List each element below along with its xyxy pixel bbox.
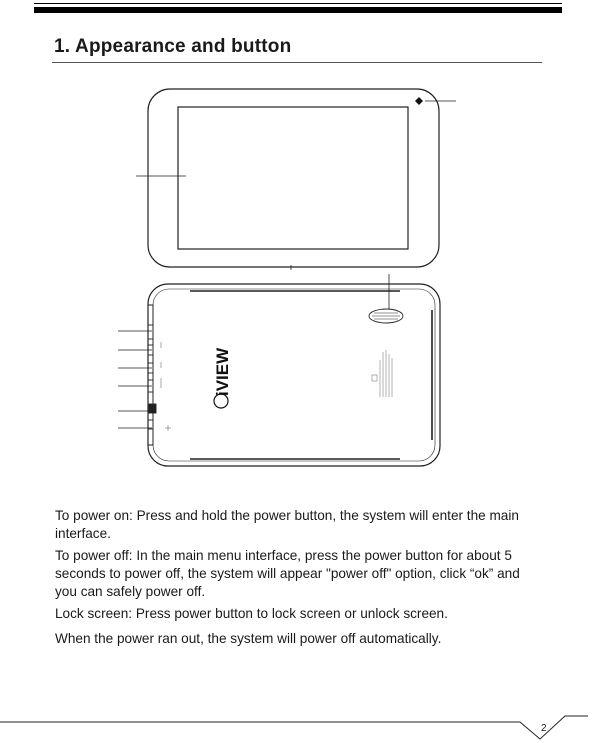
tablet-back-view xyxy=(118,274,440,466)
front-camera-icon xyxy=(415,97,423,105)
power-on-instruction: To power on: Press and hold the power button, the system will enter the main interface. xyxy=(55,508,519,541)
volume-button-icon xyxy=(148,325,153,339)
tablet-front-bezel xyxy=(148,89,439,267)
battery-instruction: When the power ran out, the system will power off automatically. xyxy=(55,631,442,646)
tablet-screen xyxy=(178,107,408,249)
lock-screen-instruction: Lock screen: Press power button to lock screen or unlock screen. xyxy=(55,606,448,621)
instructions-block xyxy=(55,507,545,652)
tablet-back-shell xyxy=(148,284,440,466)
brand-logo: iVIEW xyxy=(213,347,232,396)
regulatory-label-icon xyxy=(372,350,392,397)
power-button-icon xyxy=(149,404,156,413)
side-port-strip xyxy=(148,305,153,445)
port-labels xyxy=(161,342,171,431)
section-title: 1. Appearance and button xyxy=(54,36,292,57)
page-number: 2 xyxy=(541,723,547,734)
footer-rule xyxy=(0,712,595,743)
tablet-back-inner-edge xyxy=(153,289,435,461)
tablet-front-view xyxy=(136,89,456,270)
power-off-instruction: To power off: In the main menu interface, press the power button for about 5 seconds to power off, the system will appear "power off" option, click “ok” and you can safely power off. xyxy=(55,548,520,599)
